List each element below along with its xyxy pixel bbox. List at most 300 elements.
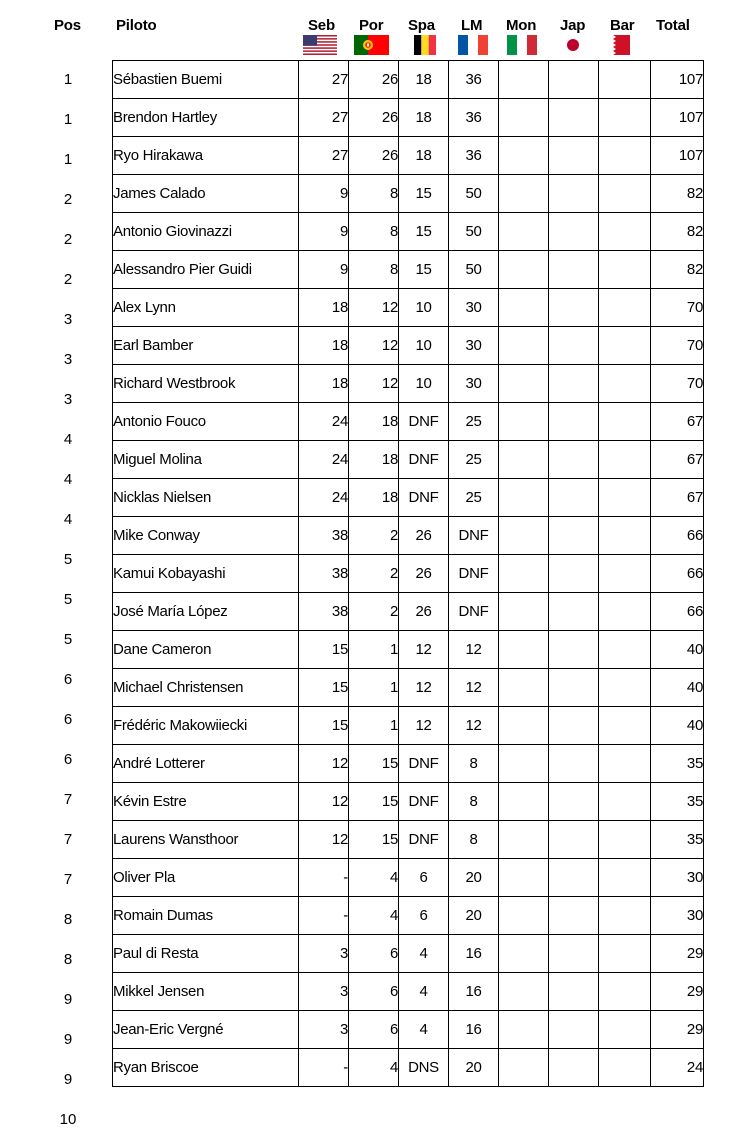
seb-points-cell: - bbox=[299, 897, 349, 935]
por-points-cell: 4 bbox=[349, 1049, 399, 1087]
driver-name-cell: José María López bbox=[113, 593, 299, 631]
jap-points-cell bbox=[549, 859, 599, 897]
table-row bbox=[113, 707, 704, 745]
table-row bbox=[113, 175, 704, 213]
por-points-cell: 8 bbox=[349, 213, 399, 251]
seb-points-cell: 15 bbox=[299, 669, 349, 707]
por-points-cell: 12 bbox=[349, 289, 399, 327]
lm-points-cell: 8 bbox=[449, 821, 499, 859]
position-cell: 6 bbox=[63, 711, 73, 728]
spa-points-cell: 18 bbox=[399, 137, 449, 175]
position-cell: 3 bbox=[63, 391, 73, 408]
japan-flag-icon bbox=[558, 35, 588, 55]
jap-points-cell bbox=[549, 935, 599, 973]
por-points-cell: 6 bbox=[349, 935, 399, 973]
spa-points-cell: DNS bbox=[399, 1049, 449, 1087]
position-cell: 4 bbox=[63, 471, 73, 488]
bar-points-cell bbox=[599, 631, 651, 669]
seb-points-cell: 27 bbox=[299, 61, 349, 99]
spa-points-cell: 4 bbox=[399, 1011, 449, 1049]
position-cell: 1 bbox=[63, 111, 73, 128]
total-points-cell: 82 bbox=[651, 213, 704, 251]
bar-points-cell bbox=[599, 403, 651, 441]
total-points-cell: 29 bbox=[651, 1011, 704, 1049]
table-row bbox=[113, 365, 704, 403]
portugal-flag-icon bbox=[354, 35, 389, 55]
lm-points-cell: 50 bbox=[449, 213, 499, 251]
seb-points-cell: 12 bbox=[299, 783, 349, 821]
jap-points-cell bbox=[549, 479, 599, 517]
por-points-cell: 2 bbox=[349, 555, 399, 593]
header-lm: LM bbox=[461, 17, 483, 34]
spa-points-cell: DNF bbox=[399, 783, 449, 821]
por-points-cell: 26 bbox=[349, 137, 399, 175]
spa-points-cell: 15 bbox=[399, 251, 449, 289]
table-row bbox=[113, 745, 704, 783]
por-points-cell: 1 bbox=[349, 707, 399, 745]
position-cell: 2 bbox=[63, 271, 73, 288]
por-points-cell: 12 bbox=[349, 365, 399, 403]
bar-points-cell bbox=[599, 289, 651, 327]
lm-points-cell: 20 bbox=[449, 897, 499, 935]
driver-name-cell: Oliver Pla bbox=[113, 859, 299, 897]
position-cell: 5 bbox=[63, 591, 73, 608]
lm-points-cell: 30 bbox=[449, 289, 499, 327]
table-row bbox=[113, 99, 704, 137]
mon-points-cell bbox=[499, 593, 549, 631]
jap-points-cell bbox=[549, 631, 599, 669]
bar-points-cell bbox=[599, 175, 651, 213]
driver-name-cell: Nicklas Nielsen bbox=[113, 479, 299, 517]
seb-points-cell: 15 bbox=[299, 707, 349, 745]
spa-points-cell: 15 bbox=[399, 175, 449, 213]
spa-points-cell: 18 bbox=[399, 61, 449, 99]
total-points-cell: 66 bbox=[651, 555, 704, 593]
table-row bbox=[113, 1011, 704, 1049]
seb-points-cell: 12 bbox=[299, 745, 349, 783]
total-points-cell: 35 bbox=[651, 745, 704, 783]
position-cell: 9 bbox=[63, 1031, 73, 1048]
total-points-cell: 70 bbox=[651, 289, 704, 327]
mon-points-cell bbox=[499, 631, 549, 669]
seb-points-cell: 9 bbox=[299, 251, 349, 289]
lm-points-cell: 16 bbox=[449, 935, 499, 973]
position-cell: 8 bbox=[63, 951, 73, 968]
jap-points-cell bbox=[549, 441, 599, 479]
header-piloto: Piloto bbox=[116, 17, 157, 34]
total-points-cell: 66 bbox=[651, 593, 704, 631]
driver-name-cell: Romain Dumas bbox=[113, 897, 299, 935]
driver-name-cell: Ryan Briscoe bbox=[113, 1049, 299, 1087]
mon-points-cell bbox=[499, 61, 549, 99]
lm-points-cell: 25 bbox=[449, 479, 499, 517]
driver-name-cell: André Lotterer bbox=[113, 745, 299, 783]
lm-points-cell: 16 bbox=[449, 1011, 499, 1049]
position-cell: 3 bbox=[63, 351, 73, 368]
seb-points-cell: - bbox=[299, 1049, 349, 1087]
bar-points-cell bbox=[599, 821, 651, 859]
jap-points-cell bbox=[549, 403, 599, 441]
bar-points-cell bbox=[599, 897, 651, 935]
bar-points-cell bbox=[599, 745, 651, 783]
position-cell: 2 bbox=[63, 231, 73, 248]
jap-points-cell bbox=[549, 669, 599, 707]
bar-points-cell bbox=[599, 783, 651, 821]
lm-points-cell: 50 bbox=[449, 251, 499, 289]
spa-points-cell: 26 bbox=[399, 517, 449, 555]
seb-points-cell: 38 bbox=[299, 555, 349, 593]
seb-points-cell: 15 bbox=[299, 631, 349, 669]
header-por: Por bbox=[359, 17, 384, 34]
bar-points-cell bbox=[599, 1011, 651, 1049]
bar-points-cell bbox=[599, 593, 651, 631]
por-points-cell: 2 bbox=[349, 517, 399, 555]
position-cell: 4 bbox=[63, 431, 73, 448]
mon-points-cell bbox=[499, 973, 549, 1011]
driver-name-cell: Miguel Molina bbox=[113, 441, 299, 479]
por-points-cell: 26 bbox=[349, 61, 399, 99]
driver-name-cell: Sébastien Buemi bbox=[113, 61, 299, 99]
driver-name-cell: Antonio Giovinazzi bbox=[113, 213, 299, 251]
mon-points-cell bbox=[499, 897, 549, 935]
seb-points-cell: 18 bbox=[299, 365, 349, 403]
table-row bbox=[113, 631, 704, 669]
seb-points-cell: 3 bbox=[299, 1011, 349, 1049]
table-row bbox=[113, 517, 704, 555]
header-total: Total bbox=[656, 17, 690, 34]
lm-points-cell: 16 bbox=[449, 973, 499, 1011]
lm-points-cell: 8 bbox=[449, 745, 499, 783]
bar-points-cell bbox=[599, 251, 651, 289]
mon-points-cell bbox=[499, 365, 549, 403]
bar-points-cell bbox=[599, 137, 651, 175]
mon-points-cell bbox=[499, 289, 549, 327]
us-flag-icon bbox=[303, 35, 337, 55]
position-cell: 8 bbox=[63, 911, 73, 928]
jap-points-cell bbox=[549, 213, 599, 251]
table-row bbox=[113, 403, 704, 441]
position-cell: 5 bbox=[63, 631, 73, 648]
por-points-cell: 15 bbox=[349, 783, 399, 821]
spa-points-cell: 18 bbox=[399, 99, 449, 137]
spa-points-cell: 26 bbox=[399, 593, 449, 631]
lm-points-cell: 12 bbox=[449, 707, 499, 745]
lm-points-cell: 30 bbox=[449, 327, 499, 365]
total-points-cell: 107 bbox=[651, 99, 704, 137]
jap-points-cell bbox=[549, 61, 599, 99]
position-cell: 4 bbox=[63, 511, 73, 528]
position-cell: 6 bbox=[63, 751, 73, 768]
header-seb: Seb bbox=[308, 17, 335, 34]
por-points-cell: 1 bbox=[349, 631, 399, 669]
mon-points-cell bbox=[499, 1011, 549, 1049]
total-points-cell: 40 bbox=[651, 669, 704, 707]
table-row bbox=[113, 593, 704, 631]
jap-points-cell bbox=[549, 897, 599, 935]
por-points-cell: 2 bbox=[349, 593, 399, 631]
mon-points-cell bbox=[499, 1049, 549, 1087]
jap-points-cell bbox=[549, 707, 599, 745]
driver-name-cell: James Calado bbox=[113, 175, 299, 213]
driver-name-cell: Kévin Estre bbox=[113, 783, 299, 821]
spa-points-cell: 26 bbox=[399, 555, 449, 593]
jap-points-cell bbox=[549, 327, 599, 365]
position-cell: 7 bbox=[63, 791, 73, 808]
total-points-cell: 24 bbox=[651, 1049, 704, 1087]
driver-name-cell: Ryo Hirakawa bbox=[113, 137, 299, 175]
driver-name-cell: Paul di Resta bbox=[113, 935, 299, 973]
lm-points-cell: 36 bbox=[449, 99, 499, 137]
driver-name-cell: Mikkel Jensen bbox=[113, 973, 299, 1011]
seb-points-cell: 38 bbox=[299, 517, 349, 555]
spa-points-cell: 4 bbox=[399, 935, 449, 973]
bar-points-cell bbox=[599, 365, 651, 403]
por-points-cell: 4 bbox=[349, 859, 399, 897]
driver-name-cell: Earl Bamber bbox=[113, 327, 299, 365]
bar-points-cell bbox=[599, 61, 651, 99]
bar-points-cell bbox=[599, 1049, 651, 1087]
driver-name-cell: Kamui Kobayashi bbox=[113, 555, 299, 593]
lm-points-cell: 30 bbox=[449, 365, 499, 403]
driver-name-cell: Richard Westbrook bbox=[113, 365, 299, 403]
spa-points-cell: 12 bbox=[399, 707, 449, 745]
spa-points-cell: 10 bbox=[399, 327, 449, 365]
spa-points-cell: 12 bbox=[399, 669, 449, 707]
jap-points-cell bbox=[549, 745, 599, 783]
jap-points-cell bbox=[549, 821, 599, 859]
total-points-cell: 29 bbox=[651, 935, 704, 973]
lm-points-cell: DNF bbox=[449, 593, 499, 631]
table-row bbox=[113, 555, 704, 593]
lm-points-cell: 36 bbox=[449, 61, 499, 99]
jap-points-cell bbox=[549, 251, 599, 289]
table-row bbox=[113, 1049, 704, 1087]
bar-points-cell bbox=[599, 479, 651, 517]
spa-points-cell: 10 bbox=[399, 289, 449, 327]
seb-points-cell: 27 bbox=[299, 99, 349, 137]
driver-name-cell: Dane Cameron bbox=[113, 631, 299, 669]
jap-points-cell bbox=[549, 593, 599, 631]
lm-points-cell: 50 bbox=[449, 175, 499, 213]
spa-points-cell: 12 bbox=[399, 631, 449, 669]
driver-name-cell: Alex Lynn bbox=[113, 289, 299, 327]
france-flag-icon bbox=[458, 35, 488, 55]
header-mon: Mon bbox=[506, 17, 537, 34]
mon-points-cell bbox=[499, 669, 549, 707]
driver-name-cell: Antonio Fouco bbox=[113, 403, 299, 441]
table-row bbox=[113, 935, 704, 973]
jap-points-cell bbox=[549, 289, 599, 327]
spa-points-cell: DNF bbox=[399, 441, 449, 479]
position-cell: 9 bbox=[63, 1071, 73, 1088]
belgium-flag-icon bbox=[414, 35, 436, 55]
table-row bbox=[113, 973, 704, 1011]
position-cell: 7 bbox=[63, 831, 73, 848]
position-cell: 1 bbox=[63, 71, 73, 88]
mon-points-cell bbox=[499, 175, 549, 213]
spa-points-cell: 6 bbox=[399, 897, 449, 935]
driver-name-cell: Laurens Wansthoor bbox=[113, 821, 299, 859]
seb-points-cell: 27 bbox=[299, 137, 349, 175]
bar-points-cell bbox=[599, 213, 651, 251]
spa-points-cell: 10 bbox=[399, 365, 449, 403]
mon-points-cell bbox=[499, 251, 549, 289]
seb-points-cell: 18 bbox=[299, 327, 349, 365]
por-points-cell: 15 bbox=[349, 745, 399, 783]
spa-points-cell: DNF bbox=[399, 403, 449, 441]
position-cell: 7 bbox=[63, 871, 73, 888]
total-points-cell: 40 bbox=[651, 707, 704, 745]
bar-points-cell bbox=[599, 327, 651, 365]
jap-points-cell bbox=[549, 783, 599, 821]
seb-points-cell: 12 bbox=[299, 821, 349, 859]
lm-points-cell: 25 bbox=[449, 403, 499, 441]
total-points-cell: 30 bbox=[651, 859, 704, 897]
jap-points-cell bbox=[549, 137, 599, 175]
total-points-cell: 66 bbox=[651, 517, 704, 555]
bar-points-cell bbox=[599, 517, 651, 555]
italy-flag-icon bbox=[507, 35, 537, 55]
jap-points-cell bbox=[549, 517, 599, 555]
total-points-cell: 67 bbox=[651, 479, 704, 517]
table-row bbox=[113, 479, 704, 517]
jap-points-cell bbox=[549, 1049, 599, 1087]
header-jap: Jap bbox=[560, 17, 586, 34]
total-points-cell: 29 bbox=[651, 973, 704, 1011]
por-points-cell: 6 bbox=[349, 973, 399, 1011]
header-pos: Pos bbox=[54, 17, 81, 34]
total-points-cell: 82 bbox=[651, 251, 704, 289]
spa-points-cell: 6 bbox=[399, 859, 449, 897]
por-points-cell: 8 bbox=[349, 175, 399, 213]
header-bar: Bar bbox=[610, 17, 635, 34]
total-points-cell: 82 bbox=[651, 175, 704, 213]
driver-name-cell: Michael Christensen bbox=[113, 669, 299, 707]
position-cell: 6 bbox=[63, 671, 73, 688]
spa-points-cell: DNF bbox=[399, 479, 449, 517]
total-points-cell: 30 bbox=[651, 897, 704, 935]
total-points-cell: 67 bbox=[651, 441, 704, 479]
seb-points-cell: 3 bbox=[299, 935, 349, 973]
mon-points-cell bbox=[499, 441, 549, 479]
table-row bbox=[113, 251, 704, 289]
total-points-cell: 67 bbox=[651, 403, 704, 441]
lm-points-cell: DNF bbox=[449, 517, 499, 555]
mon-points-cell bbox=[499, 517, 549, 555]
header-spa: Spa bbox=[408, 17, 435, 34]
por-points-cell: 6 bbox=[349, 1011, 399, 1049]
mon-points-cell bbox=[499, 935, 549, 973]
table-row bbox=[113, 327, 704, 365]
table-row bbox=[113, 821, 704, 859]
bar-points-cell bbox=[599, 973, 651, 1011]
seb-points-cell: 18 bbox=[299, 289, 349, 327]
seb-points-cell: 24 bbox=[299, 441, 349, 479]
bar-points-cell bbox=[599, 669, 651, 707]
spa-points-cell: DNF bbox=[399, 821, 449, 859]
driver-name-cell: Frédéric Makowiiecki bbox=[113, 707, 299, 745]
jap-points-cell bbox=[549, 365, 599, 403]
table-row bbox=[113, 859, 704, 897]
seb-points-cell: 38 bbox=[299, 593, 349, 631]
por-points-cell: 18 bbox=[349, 441, 399, 479]
lm-points-cell: 20 bbox=[449, 859, 499, 897]
bar-points-cell bbox=[599, 935, 651, 973]
por-points-cell: 18 bbox=[349, 479, 399, 517]
mon-points-cell bbox=[499, 479, 549, 517]
mon-points-cell bbox=[499, 859, 549, 897]
total-points-cell: 70 bbox=[651, 365, 704, 403]
mon-points-cell bbox=[499, 707, 549, 745]
table-row bbox=[113, 137, 704, 175]
standings-table bbox=[112, 60, 704, 1087]
mon-points-cell bbox=[499, 555, 549, 593]
driver-name-cell: Jean-Eric Vergné bbox=[113, 1011, 299, 1049]
por-points-cell: 26 bbox=[349, 99, 399, 137]
position-cell: 1 bbox=[63, 151, 73, 168]
jap-points-cell bbox=[549, 175, 599, 213]
bar-points-cell bbox=[599, 99, 651, 137]
lm-points-cell: DNF bbox=[449, 555, 499, 593]
por-points-cell: 1 bbox=[349, 669, 399, 707]
jap-points-cell bbox=[549, 99, 599, 137]
lm-points-cell: 12 bbox=[449, 669, 499, 707]
lm-points-cell: 20 bbox=[449, 1049, 499, 1087]
total-points-cell: 35 bbox=[651, 783, 704, 821]
seb-points-cell: 24 bbox=[299, 403, 349, 441]
mon-points-cell bbox=[499, 327, 549, 365]
por-points-cell: 12 bbox=[349, 327, 399, 365]
total-points-cell: 107 bbox=[651, 137, 704, 175]
lm-points-cell: 36 bbox=[449, 137, 499, 175]
lm-points-cell: 12 bbox=[449, 631, 499, 669]
seb-points-cell: 24 bbox=[299, 479, 349, 517]
position-cell: 2 bbox=[63, 191, 73, 208]
position-cell: 3 bbox=[63, 311, 73, 328]
table-row bbox=[113, 61, 704, 99]
mon-points-cell bbox=[499, 99, 549, 137]
position-cell: 9 bbox=[63, 991, 73, 1008]
seb-points-cell: 9 bbox=[299, 213, 349, 251]
table-row bbox=[113, 213, 704, 251]
por-points-cell: 15 bbox=[349, 821, 399, 859]
table-row bbox=[113, 289, 704, 327]
seb-points-cell: - bbox=[299, 859, 349, 897]
driver-name-cell: Brendon Hartley bbox=[113, 99, 299, 137]
jap-points-cell bbox=[549, 555, 599, 593]
table-row bbox=[113, 897, 704, 935]
total-points-cell: 35 bbox=[651, 821, 704, 859]
bar-points-cell bbox=[599, 707, 651, 745]
position-cell: 5 bbox=[63, 551, 73, 568]
mon-points-cell bbox=[499, 403, 549, 441]
por-points-cell: 18 bbox=[349, 403, 399, 441]
seb-points-cell: 9 bbox=[299, 175, 349, 213]
mon-points-cell bbox=[499, 745, 549, 783]
por-points-cell: 4 bbox=[349, 897, 399, 935]
mon-points-cell bbox=[499, 213, 549, 251]
mon-points-cell bbox=[499, 137, 549, 175]
spa-points-cell: DNF bbox=[399, 745, 449, 783]
seb-points-cell: 3 bbox=[299, 973, 349, 1011]
mon-points-cell bbox=[499, 783, 549, 821]
driver-name-cell: Mike Conway bbox=[113, 517, 299, 555]
table-row bbox=[113, 783, 704, 821]
bar-points-cell bbox=[599, 859, 651, 897]
jap-points-cell bbox=[549, 1011, 599, 1049]
total-points-cell: 107 bbox=[651, 61, 704, 99]
jap-points-cell bbox=[549, 973, 599, 1011]
